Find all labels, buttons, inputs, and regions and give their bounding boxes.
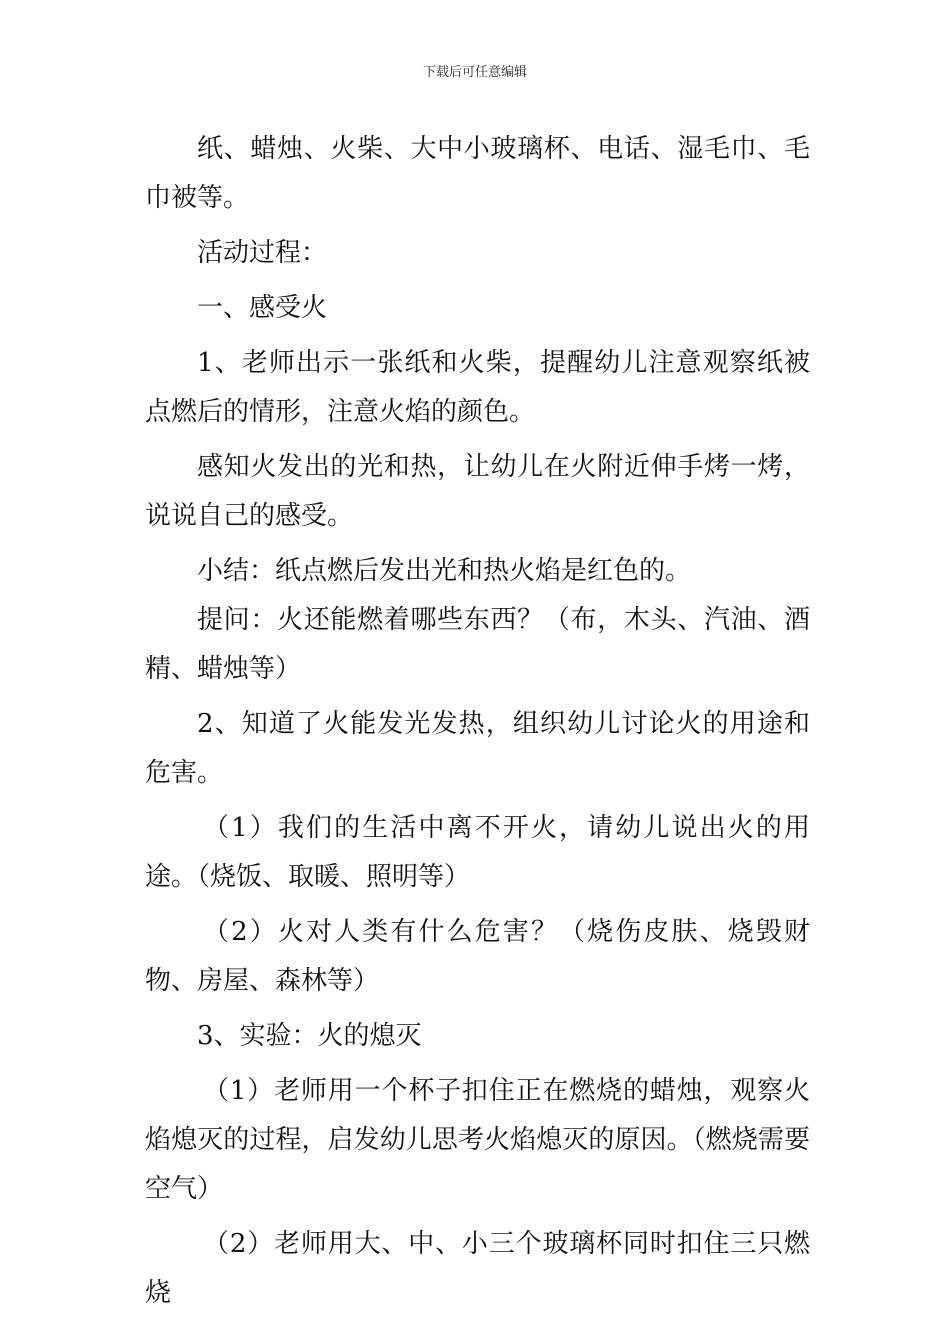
paragraph-hazards-of-fire: （2）火对人类有什么危害？（烧伤皮肤、烧毁财物、房屋、森林等）	[145, 917, 810, 996]
paragraph-step-1: 1、老师出示一张纸和火柴，提醒幼儿注意观察纸被点燃后的情形，注意火焰的颜色。	[145, 348, 810, 427]
paragraph-uses-of-fire: （1）我们的生活中离不开火，请幼儿说出火的用途。（烧饭、取暖、照明等）	[145, 813, 810, 892]
section-heading-feel-fire: 一、感受火	[197, 293, 328, 323]
document-body	[145, 125, 810, 1318]
paragraph-summary: 小结：纸点燃后发出光和热火焰是红色的。	[197, 556, 692, 586]
paragraph-experiment-2: （2）老师用大、中、小三个玻璃杯同时扣住三只燃烧	[145, 1229, 810, 1308]
paragraph-step-2: 2、知道了火能发光发热，组织幼儿讨论火的用途和危害。	[145, 709, 810, 788]
paragraph-question: 提问：火还能燃着哪些东西？（布，木头、汽油、酒精、蜡烛等）	[145, 605, 810, 684]
paragraph-activity-process: 活动过程：	[197, 238, 328, 268]
paragraph-materials: 纸、蜡烛、火柴、大中小玻璃杯、电话、湿毛巾、毛巾被等。	[145, 134, 810, 213]
paragraph-experiment-1: （1）老师用一个杯子扣住正在燃烧的蜡烛，观察火焰熄灭的过程，启发幼儿思考火焰熄灭的原因。（燃烧需要空气）	[145, 1076, 810, 1204]
page-header-note: 下载后可任意编辑	[422, 65, 527, 80]
paragraph-perceive-light-heat: 感知火发出的光和热，让幼儿在火附近伸手烤一烤，说说自己的感受。	[145, 452, 810, 531]
paragraph-step-3-experiment: 3、实验：火的熄灭	[197, 1021, 422, 1051]
